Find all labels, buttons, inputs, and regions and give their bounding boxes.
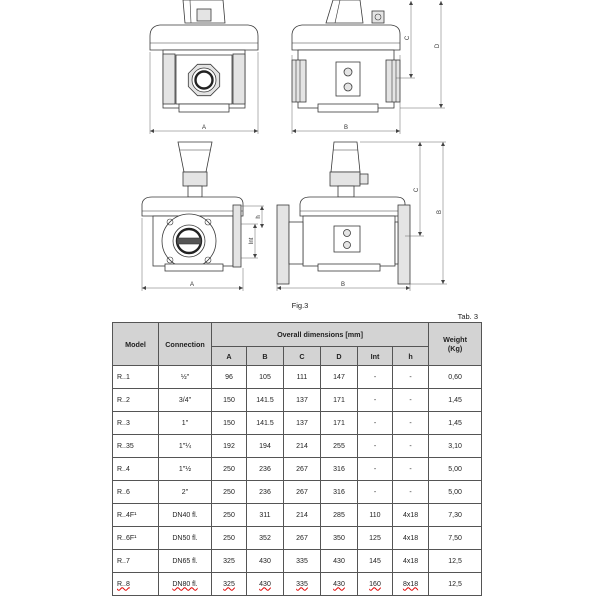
cell-c: 137 <box>284 389 321 412</box>
adjusting-nut <box>183 172 207 186</box>
cell-h: 4x18 <box>393 504 429 527</box>
cell-a: 325 <box>212 550 247 573</box>
diaphragm-cover <box>300 197 405 216</box>
cell-connection: 1"¼ <box>159 435 212 458</box>
cell-weight: 7,50 <box>429 527 482 550</box>
spring-housing <box>178 142 212 172</box>
outlet-thread <box>386 60 400 102</box>
cell-connection: 3/4" <box>159 389 212 412</box>
plate-screw <box>344 230 351 237</box>
cell-d: 430 <box>321 550 358 573</box>
cell-model: R..6F¹ <box>113 527 159 550</box>
cell-connection: DN50 fl. <box>159 527 212 550</box>
dimension-label-h: h <box>256 215 262 219</box>
cell-b: 236 <box>247 458 284 481</box>
body-side-right <box>233 54 245 104</box>
inlet-flange <box>277 205 289 284</box>
cell-d: 316 <box>321 481 358 504</box>
cell-a: 250 <box>212 458 247 481</box>
cell-d: 171 <box>321 389 358 412</box>
header-int: Int <box>358 347 393 366</box>
front-view-threaded <box>150 0 258 134</box>
cell-c: 335 <box>284 573 321 596</box>
table-row <box>113 527 482 550</box>
dimensions-table-wrapper <box>112 322 483 600</box>
cell-int: - <box>358 389 393 412</box>
front-view-flanged <box>142 142 264 291</box>
cell-weight: 0,60 <box>429 366 482 389</box>
dimension-label-c: C <box>405 35 411 41</box>
cell-int: - <box>358 481 393 504</box>
cell-model: R..35 <box>113 435 159 458</box>
cell-h: - <box>393 481 429 504</box>
cell-c: 267 <box>284 527 321 550</box>
cell-int: 160 <box>358 573 393 596</box>
header-d: D <box>321 347 358 366</box>
cell-b: 352 <box>247 527 284 550</box>
cell-connection: DN40 fl. <box>159 504 212 527</box>
cell-b: 311 <box>247 504 284 527</box>
figure-caption: Fig.3 <box>291 301 309 310</box>
table-label: Tab. 3 <box>457 312 478 321</box>
cell-h: 4x18 <box>393 527 429 550</box>
diaphragm-cover <box>292 25 400 50</box>
cell-h: - <box>393 458 429 481</box>
cell-a: 250 <box>212 504 247 527</box>
adjusting-nut <box>330 172 360 186</box>
table-row <box>113 412 482 435</box>
cell-weight: 1,45 <box>429 412 482 435</box>
header-b: B <box>247 347 284 366</box>
cell-h: - <box>393 435 429 458</box>
cell-b: 105 <box>247 366 284 389</box>
header-c: C <box>284 347 321 366</box>
outlet-flange-edge <box>233 205 241 267</box>
cell-a: 150 <box>212 412 247 435</box>
cell-a: 96 <box>212 366 247 389</box>
cell-c: 335 <box>284 550 321 573</box>
table-row <box>113 458 482 481</box>
table-row <box>113 366 482 389</box>
cell-model: R..2 <box>113 389 159 412</box>
spring-housing <box>326 0 363 23</box>
body-base <box>165 264 223 271</box>
cell-b: 430 <box>247 573 284 596</box>
cell-connection: 1"½ <box>159 458 212 481</box>
cell-c: 111 <box>284 366 321 389</box>
table-header-row <box>113 323 482 347</box>
inlet-thread <box>292 60 306 102</box>
cell-c: 267 <box>284 481 321 504</box>
cell-weight: 3,10 <box>429 435 482 458</box>
cell-b: 141.5 <box>247 412 284 435</box>
cell-int: - <box>358 412 393 435</box>
cell-weight: 7,30 <box>429 504 482 527</box>
body-base <box>179 104 229 112</box>
dimension-label-a: A <box>201 125 207 131</box>
cell-model: R..6 <box>113 481 159 504</box>
cell-d: 285 <box>321 504 358 527</box>
header-weight <box>429 323 482 366</box>
header-overall-dimensions: Overall dimensions [mm] <box>212 323 429 347</box>
cell-d: 171 <box>321 412 358 435</box>
cell-model: R..4 <box>113 458 159 481</box>
cell-int: 145 <box>358 550 393 573</box>
cell-a: 250 <box>212 481 247 504</box>
cell-weight: 1,45 <box>429 389 482 412</box>
cell-d: 430 <box>321 573 358 596</box>
cell-d: 147 <box>321 366 358 389</box>
outlet-pipe-stub <box>395 222 398 264</box>
cell-c: 137 <box>284 412 321 435</box>
cell-model: R..3 <box>113 412 159 435</box>
cell-model: R..1 <box>113 366 159 389</box>
cell-c: 214 <box>284 504 321 527</box>
body-base <box>318 104 378 112</box>
header-a: A <box>212 347 247 366</box>
cell-model: R..4F¹ <box>113 504 159 527</box>
cell-c: 214 <box>284 435 321 458</box>
cell-connection: 1" <box>159 412 212 435</box>
table-row <box>113 435 482 458</box>
valve-disc <box>177 238 201 244</box>
table-row <box>113 573 482 596</box>
cell-int: - <box>358 366 393 389</box>
cell-h: - <box>393 389 429 412</box>
dimension-label-a: A <box>189 282 195 288</box>
spring-housing <box>331 142 360 172</box>
cell-weight: 5,00 <box>429 481 482 504</box>
cell-h: - <box>393 412 429 435</box>
header-weight-label: Weight <box>443 335 467 344</box>
cell-h: 8x18 <box>393 573 429 596</box>
diaphragm-cover <box>150 25 258 50</box>
pressure-tap <box>360 174 368 184</box>
cell-connection: DN65 fl. <box>159 550 212 573</box>
dimensions-table <box>112 322 482 596</box>
table-row <box>113 504 482 527</box>
housing-neck <box>188 186 202 197</box>
dimension-label-d: D <box>435 43 441 49</box>
cell-h: 4x18 <box>393 550 429 573</box>
pressure-tap <box>372 11 384 23</box>
dimension-label-b: B <box>340 282 346 288</box>
side-view-flanged <box>277 142 447 291</box>
cell-weight: 12,5 <box>429 550 482 573</box>
cell-connection: DN80 fl. <box>159 573 212 596</box>
plate-screw <box>344 68 352 76</box>
cell-int: 110 <box>358 504 393 527</box>
cell-h: - <box>393 366 429 389</box>
header-weight-unit: (Kg) <box>447 344 463 353</box>
cell-int: - <box>358 435 393 458</box>
cell-b: 430 <box>247 550 284 573</box>
cell-int: 125 <box>358 527 393 550</box>
cell-weight: 12,5 <box>429 573 482 596</box>
cell-connection: 2" <box>159 481 212 504</box>
diaphragm-cover <box>142 197 243 216</box>
dimension-label-c: C <box>414 187 420 193</box>
inlet-pipe-stub <box>289 222 303 264</box>
dimension-label-b: B <box>343 125 349 131</box>
plate-screw <box>344 83 352 91</box>
housing-neck <box>338 186 354 197</box>
vent-cap <box>197 9 211 21</box>
header-h: h <box>393 347 429 366</box>
outlet-flange <box>398 205 410 284</box>
cell-a: 250 <box>212 527 247 550</box>
header-connection: Connection <box>159 323 212 366</box>
cell-a: 325 <box>212 573 247 596</box>
body-side-left <box>163 54 175 104</box>
cell-d: 350 <box>321 527 358 550</box>
cell-c: 267 <box>284 458 321 481</box>
cell-weight: 5,00 <box>429 458 482 481</box>
body-base <box>318 264 380 271</box>
cell-b: 141.5 <box>247 389 284 412</box>
table-row <box>113 550 482 573</box>
table-row <box>113 389 482 412</box>
table-row <box>113 481 482 504</box>
cell-a: 192 <box>212 435 247 458</box>
cell-d: 255 <box>321 435 358 458</box>
header-model: Model <box>113 323 159 366</box>
plate-screw <box>344 242 351 249</box>
cell-d: 316 <box>321 458 358 481</box>
cell-model: R..8 <box>113 573 159 596</box>
cell-model: R..7 <box>113 550 159 573</box>
dimension-label-outer: B <box>437 209 443 215</box>
cell-b: 236 <box>247 481 284 504</box>
cell-b: 194 <box>247 435 284 458</box>
side-view-threaded <box>292 0 445 134</box>
cell-a: 150 <box>212 389 247 412</box>
cell-int: - <box>358 458 393 481</box>
dimension-label-int: Int <box>249 237 255 245</box>
cell-connection: ½" <box>159 366 212 389</box>
